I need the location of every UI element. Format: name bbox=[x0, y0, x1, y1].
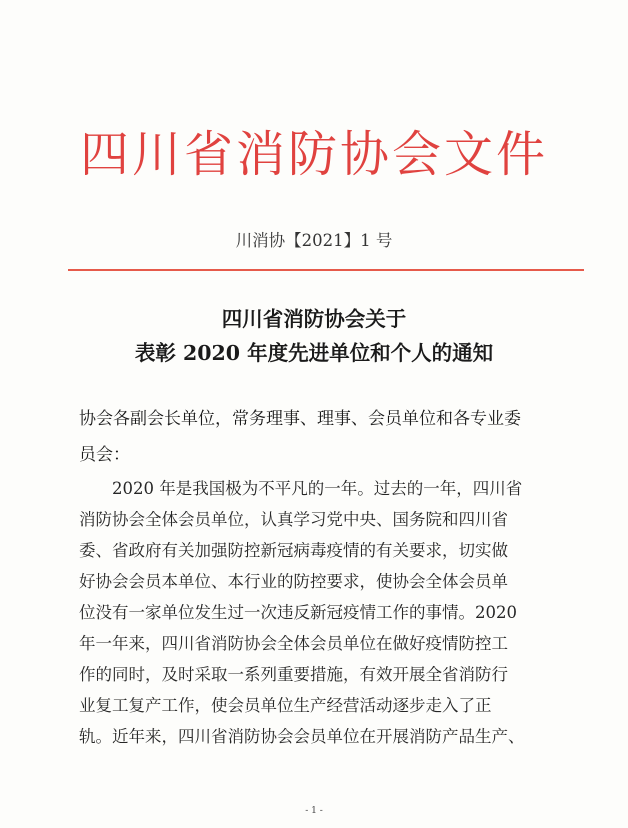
body-paragraph bbox=[79, 473, 579, 752]
body-line: 年一年来，四川省消防协会全体会员单位在做好疫情防控工 bbox=[79, 634, 508, 653]
title-line-1: 四川省消防协会关于 bbox=[221, 307, 407, 331]
page-number: - 1 - bbox=[305, 806, 323, 816]
notice-title bbox=[0, 302, 628, 370]
red-divider bbox=[68, 269, 584, 271]
body-line: 委、省政府有关加强防控新冠病毒疫情的有关要求，切实做 bbox=[79, 541, 508, 560]
salutation bbox=[79, 401, 569, 473]
body-line: 轨。近年来，四川省消防协会会员单位在开展消防产品生产、 bbox=[79, 727, 525, 746]
body-line: 好协会会员本单位、本行业的防控要求，使协会全体会员单 bbox=[79, 572, 508, 591]
body-line: 业复工复产工作，使会员单位生产经营活动逐步走入了正 bbox=[79, 696, 492, 715]
issuer-header: 四川省消防协会文件 bbox=[79, 126, 548, 183]
document-number: 川消协【2021】1 号 bbox=[235, 231, 393, 250]
body-line: 位没有一家单位发生过一次违反新冠疫情工作的事情。2020 bbox=[79, 603, 517, 622]
body-line: 2020 年是我国极为不平凡的一年。过去的一年，四川省 bbox=[112, 479, 523, 498]
salutation-line-1: 协会各副会长单位，常务理事、理事、会员单位和各专业委 bbox=[79, 409, 521, 429]
salutation-line-2: 员会： bbox=[79, 445, 130, 465]
title-line-2: 表彰 2020 年度先进单位和个人的通知 bbox=[134, 341, 494, 365]
body-line: 作的同时，及时采取一系列重要措施，有效开展全省消防行 bbox=[79, 665, 508, 684]
body-line: 消防协会全体会员单位，认真学习党中央、国务院和四川省 bbox=[79, 510, 508, 529]
